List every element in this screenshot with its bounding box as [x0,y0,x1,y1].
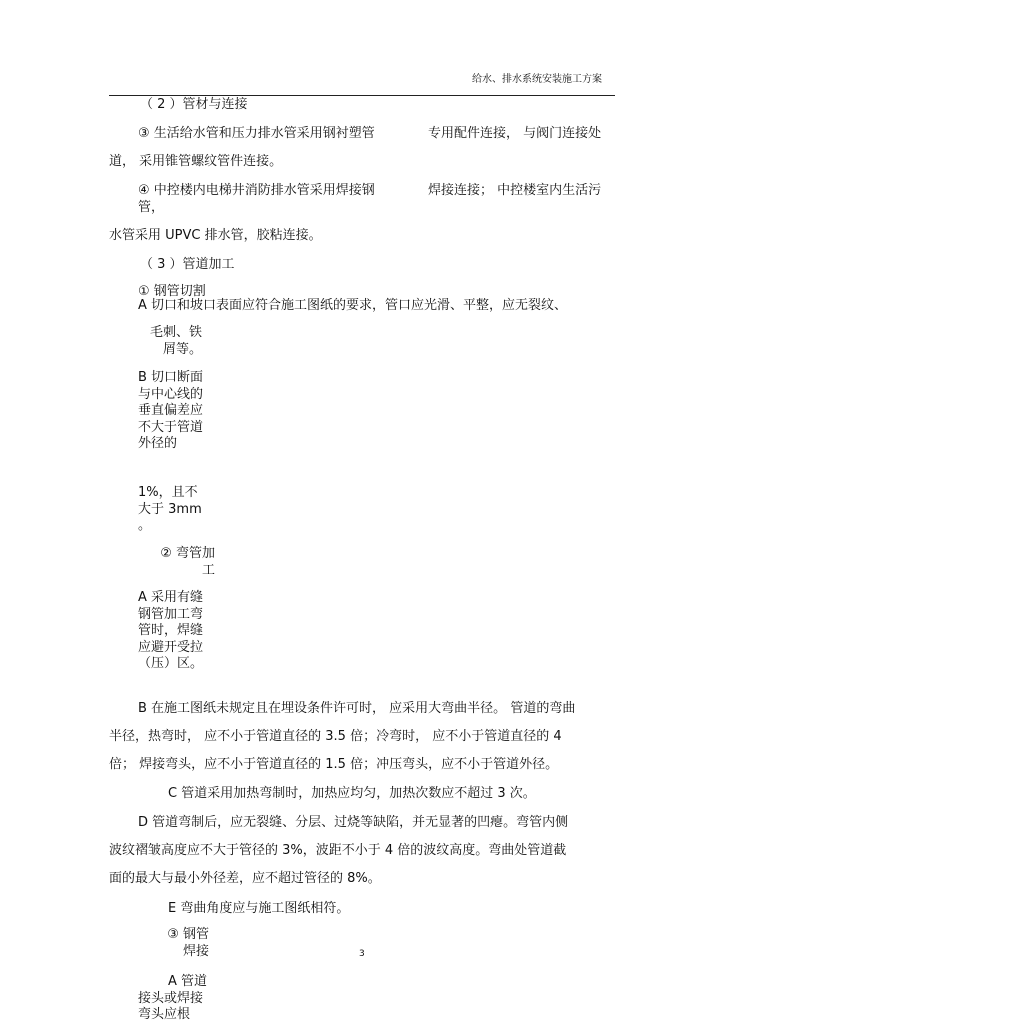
bending-d-line-2: 波纹褶皱高度应不大于管径的 3%，波距不小于 4 倍的波纹高度。弯曲处管道截 [109,843,567,858]
running-header: 给水、排水系统安装施工方案 [472,74,602,85]
header-rule [109,95,615,96]
item-4-continuation: 水管采用 UPVC 排水管，胶粘连接。 [109,228,322,243]
bending-a-text: A 采用有缝钢管加工弯管时，焊缝应避开受拉（压）区。 [138,590,204,671]
section-heading-pipe-processing: （ 3 ）管道加工 [140,257,235,272]
cutting-b-part-2: 1%，且不大于 3mm 。 [138,485,202,533]
cutting-a-cont-1: 毛刺、铁 [150,325,203,340]
bending-b-line-2: 半径，热弯时， 应不小于管道直径的 3.5 倍；冷弯时， 应不小于管道直径的 4 [109,729,562,744]
bending-b-line-1: B 在施工图纸未规定且在埋设条件许可时， 应采用大弯曲半径。 管道的弯曲 [138,701,576,716]
section-heading-pipes-and-connections: （ 2 ）管材与连接 [140,97,248,112]
bending-d-line-1: D 管道弯制后，应无裂缝、分层、过烧等缺陷，并无显著的凹瘪。弯管内侧 [138,815,569,830]
item-4-right: 焊接连接； 中控楼室内生活污 [428,183,602,198]
cutting-b-part-1: B 切口断面与中心线的垂直偏差应不大于管道外径的 [138,370,204,451]
item-3-continuation: 道， 采用锥管螺纹管件连接。 [109,154,283,169]
subsection-pipe-cutting: ① 钢管切割 [138,284,206,299]
item-3-left: ③ 生活给水管和压力排水管采用钢衬塑管 [138,126,375,141]
subsection-pipe-bending: ② 弯管加工 [160,546,215,578]
cutting-a-cont-2: 屑等。 [163,342,203,357]
welding-a-text: A 管道接头或焊接弯头应根 [138,974,208,1022]
bending-e-line: E 弯曲角度应与施工图纸相符。 [168,901,350,916]
subsection-pipe-welding: ③ 钢管焊接 [167,927,209,959]
item-3-right: 专用配件连接， 与阀门连接处 [428,126,602,141]
bending-c-line: C 管道采用加热弯制时，加热应均匀，加热次数应不超过 3 次。 [168,786,536,801]
cutting-a-line: A 切口和坡口表面应符合施工图纸的要求，管口应光滑、平整，应无裂纹、 [138,298,568,313]
bending-d-line-3: 面的最大与最小外径差，应不超过管径的 8%。 [109,871,381,886]
item-4-left: ④ 中控楼内电梯井消防排水管采用焊接钢管， [138,183,375,215]
bending-b-line-3: 倍； 焊接弯头，应不小于管道直径的 1.5 倍；冲压弯头，应不小于管道外径。 [109,757,559,772]
page-number: 3 [359,949,365,959]
